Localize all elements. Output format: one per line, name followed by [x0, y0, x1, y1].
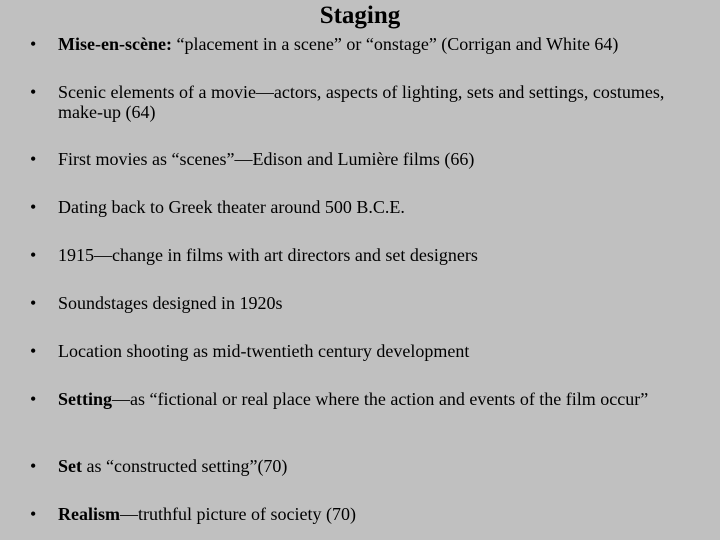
bullet-icon: • — [30, 456, 37, 476]
bullet-text: —as “fictional or real place where the action and events of the film occur” — [112, 389, 649, 409]
bullet-item-soundstages — [30, 293, 700, 313]
bullet-term: Setting — [58, 389, 112, 409]
bullet-icon: • — [30, 341, 37, 361]
bullet-icon: • — [30, 293, 37, 313]
bullet-item-setting — [30, 389, 700, 409]
bullet-item-location-shooting — [30, 341, 700, 361]
bullet-item-greek-theater — [30, 197, 700, 217]
bullet-item-realism — [30, 504, 700, 524]
bullet-text: —truthful picture of society (70) — [120, 504, 356, 524]
bullet-text: Dating back to Greek theater around 500 B.C.E. — [58, 197, 405, 217]
bullet-item-first-movies — [30, 149, 700, 169]
bullet-text: as “constructed setting”(70) — [82, 456, 288, 476]
bullet-text: Scenic elements of a movie—actors, aspects of lighting, sets and settings, costumes, make-up (64) — [58, 82, 665, 122]
bullet-item-1915 — [30, 245, 700, 265]
bullet-icon: • — [30, 82, 37, 102]
bullet-item-mise-en-scene — [30, 34, 700, 54]
bullet-text: Soundstages designed in 1920s — [58, 293, 283, 313]
bullet-item-set — [30, 456, 700, 476]
bullet-term: Mise-en-scène: — [58, 34, 172, 54]
bullet-text: First movies as “scenes”—Edison and Lumière films (66) — [58, 149, 475, 169]
bullet-icon: • — [30, 149, 37, 169]
bullet-icon: • — [30, 389, 37, 409]
slide-title: Staging — [319, 2, 401, 29]
bullet-term: Set — [58, 456, 82, 476]
bullet-text: “placement in a scene” or “onstage” (Corrigan and White 64) — [171, 34, 619, 54]
bullet-icon: • — [30, 504, 37, 524]
bullet-term: Realism — [58, 504, 120, 524]
bullet-icon: • — [30, 197, 37, 217]
bullet-icon: • — [30, 245, 37, 265]
bullet-text: Location shooting as mid-twentieth century development — [58, 341, 470, 361]
bullet-text: 1915—change in films with art directors and set designers — [58, 245, 478, 265]
bullet-icon: • — [30, 34, 37, 54]
bullet-item-scenic-elements — [30, 82, 700, 122]
